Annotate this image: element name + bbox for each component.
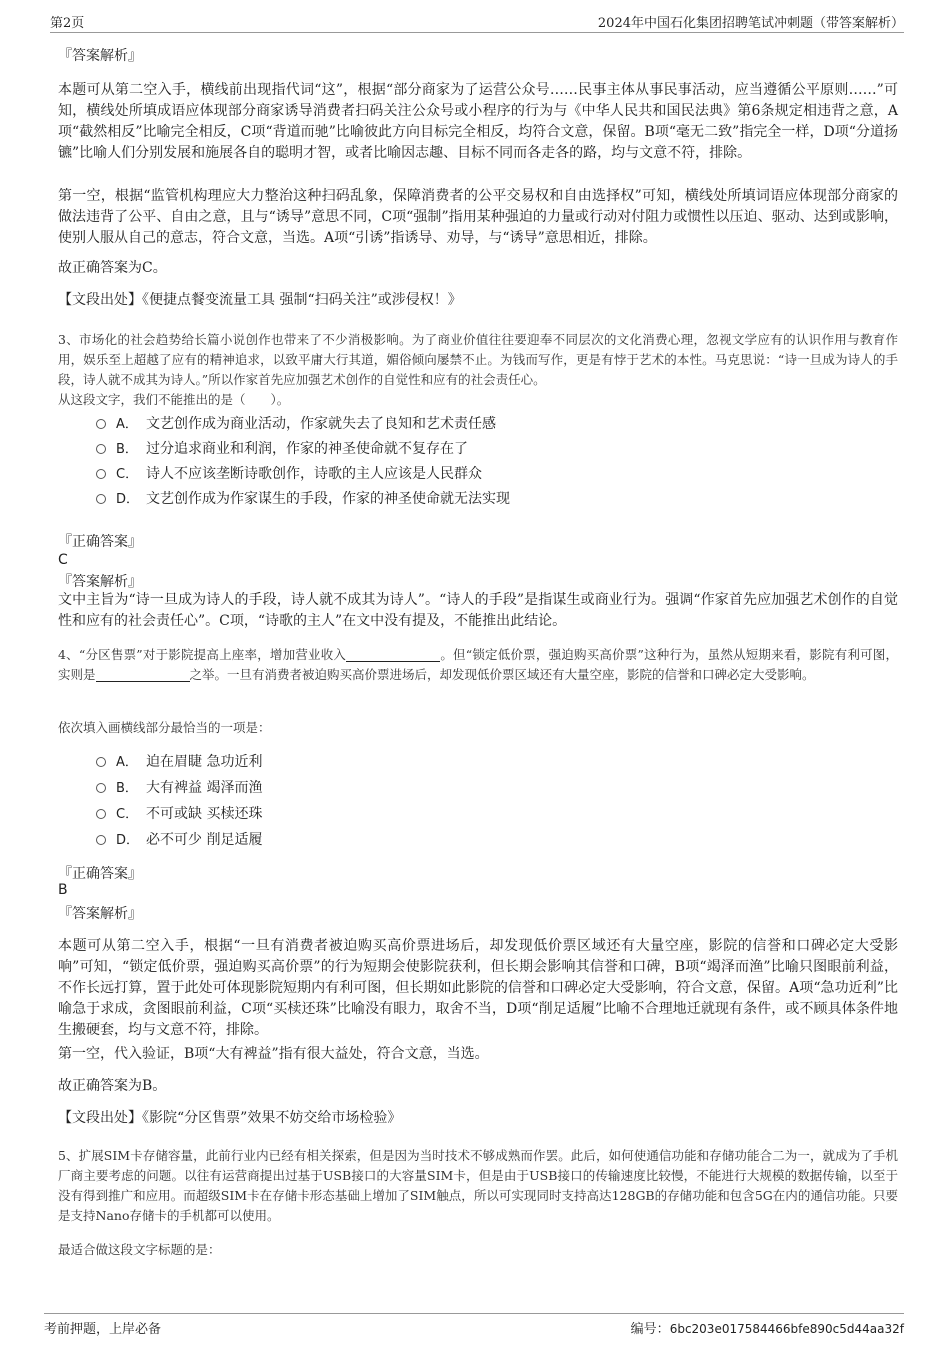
q4-question: 依次填入画横线部分最恰当的一项是： — [58, 720, 271, 735]
q5-question: 最适合做这段文字标题的是： — [58, 1242, 221, 1257]
radio-icon[interactable] — [96, 469, 106, 479]
q4-option-a[interactable]: A． 迫在眉睫 急功近利 — [96, 752, 262, 773]
q2-source: 【文段出处】《便捷点餐变流量工具 强制“扫码关注”或涉侵权！》 — [58, 292, 462, 308]
q4-option-c[interactable]: C． 不可或缺 买椟还珠 — [96, 804, 262, 825]
radio-icon[interactable] — [96, 783, 106, 793]
q3-analysis: 文中主旨为“诗一旦成为诗人的手段，诗人就不成其为诗人”。“诗人的手段”是指谋生或商业行为。强调“作家首先应加强艺术创作的自觉性和应有的社会责任心”。C项，“诗歌的主人”在文中没有提及，不能推出此结论。 — [58, 592, 898, 629]
fill-blank-2 — [96, 669, 190, 682]
q4-option-d[interactable]: D． 必不可少 削足适履 — [96, 830, 262, 851]
q4-analysis-label: 『答案解析』 — [58, 906, 142, 922]
q4-analysis-paragraph-1: 本题可从第二空入手，根据“一旦有消费者被迫购买高价票进场后，却发现低价票区域还有大量空座，影院的信誉和口碑必定大受影响”可知，“锁定低价票，强迫购买高价票”的行为短期会使影院获利，但长期会影响其信誉和口碑，B项“竭泽而渔”比喻只图眼前利益，不作长远打算，置于此处可体现影院短期内有利可图，但长期如此影院的信誉和口碑必定大受影响，符合文意，保留。A项“急功近利”比喻急于求成，贪图眼前利益，C项“买椟还珠”比喻没有眼力，取舍不当，D项“削足适履”比喻不合理地迁就现有条件，或不顾具体条件地生搬硬套，均与文意不符，排除。 — [58, 938, 898, 1038]
page-number: 第2页 — [50, 16, 85, 31]
radio-icon[interactable] — [96, 494, 106, 504]
q3-answer: C — [58, 552, 68, 568]
q3-option-a[interactable]: A． 文艺创作成为商业活动，作家就失去了良知和艺术责任感 — [96, 414, 496, 435]
q3-analysis-label: 『答案解析』 — [58, 574, 142, 590]
q3-option-b[interactable]: B． 过分追求商业和利润，作家的神圣使命就不复存在了 — [96, 439, 468, 460]
page-header — [50, 8, 904, 33]
radio-icon[interactable] — [96, 809, 106, 819]
q4-conclusion: 故正确答案为B。 — [58, 1078, 167, 1094]
document-id: 编号：6bc203e017584466bfe890c5d44aa32f — [630, 1322, 904, 1337]
q4-option-b[interactable]: B． 大有裨益 竭泽而渔 — [96, 778, 262, 799]
document-title: 2024年中国石化集团招聘笔试冲刺题（带答案解析） — [597, 16, 904, 31]
q4-answer: B — [58, 882, 68, 898]
q4-source: 【文段出处】《影院“分区售票”效果不妨交给市场检验》 — [58, 1110, 402, 1126]
q2-analysis-paragraph-2: 第一空，根据“监管机构理应大力整治这种扫码乱象，保障消费者的公平交易权和自由选择权”可知，横线处所填词语应体现部分商家的做法违背了公平、自由之意，且与“诱导”意思不同，C项“强制”指用某种强迫的力量或行动对付阻力或惯性以压迫、驱动、达到或影响，使别人服从自己的意志，符合文意，当选。A项“引诱”指诱导、劝导，与“诱导”意思相近，排除。 — [58, 188, 898, 246]
footer-slogan: 考前押题，上岸必备 — [44, 1322, 162, 1337]
radio-icon[interactable] — [96, 419, 106, 429]
q4-stem: 4、“分区售票”对于影院提高上座率，增加营业收入 。但“锁定低价票，强迫购买高价票”这种行为，虽然从短期来看，影院有利可图，实则是 之举。一旦有消费者被迫购买高价票进场后，却发现低价票区域还有大量空座，影院的信誉和口碑必定大受影响。 — [58, 647, 898, 682]
fill-blank-1 — [346, 649, 440, 662]
q2-conclusion: 故正确答案为C。 — [58, 260, 167, 276]
q4-analysis-paragraph-2: 第一空，代入验证，B项“大有裨益”指有很大益处，符合文意，当选。 — [58, 1046, 489, 1062]
q2-analysis-paragraph-1: 本题可从第二空入手，横线前出现指代词“这”，根据“部分商家为了运营公众号……民事主体从事民事活动，应当遵循公平原则……”可知，横线处所填成语应体现部分商家诱导消费者扫码关注公众号或小程序的行为与《中华人民共和国民法典》第6条规定相违背之意，A项“截然相反”比喻完全相反，C项“背道而驰”比喻彼此方向目标完全相反，均符合文意，保留。B项“毫无二致”指完全一样，D项“分道扬镳”比喻人们分别发展和施展各自的聪明才智，或者比喻因志趣、目标不同而各走各的路，均与文意不符，排除。 — [58, 82, 898, 161]
q4-answer-label: 『正确答案』 — [58, 866, 142, 882]
q3-stem: 3、市场化的社会趋势给长篇小说创作也带来了不少消极影响。为了商业价值往往要迎奉不同层次的文化消费心理，忽视文学应有的认识作用与教育作用，娱乐至上超越了应有的精神追求，以致平庸大行其道，媚俗倾向屡禁不止。为钱而写作，更是有悖于艺术的本性。马克思说：“诗一旦成为诗人的手段，诗人就不成其为诗人。”所以作家首先应加强艺术创作的自觉性和应有的社会责任心。 — [58, 332, 898, 387]
q3-answer-label: 『正确答案』 — [58, 534, 142, 550]
q3-option-c[interactable]: C． 诗人不应该垄断诗歌创作，诗歌的主人应该是人民群众 — [96, 464, 482, 485]
q3-option-d[interactable]: D． 文艺创作成为作家谋生的手段，作家的神圣使命就无法实现 — [96, 489, 510, 510]
radio-icon[interactable] — [96, 444, 106, 454]
q3-question: 从这段文字，我们不能推出的是（ ）。 — [58, 392, 290, 407]
radio-icon[interactable] — [96, 835, 106, 845]
page-footer — [44, 1313, 904, 1338]
q2-analysis-label: 『答案解析』 — [58, 48, 142, 64]
radio-icon[interactable] — [96, 757, 106, 767]
q5-stem: 5、扩展SIM卡存储容量，此前行业内已经有相关探索，但是因为当时技术不够成熟而作罢。此后，如何使通信功能和存储功能合二为一，就成为了手机厂商主要考虑的问题。以往有运营商提出过基于USB接口的大容量SIM卡，但是由于USB接口的传输速度比较慢，不能进行大规模的数据传输，以至于没有得到推广和应用。而超级SIM卡在存储卡形态基础上增加了SIM触点，所以可实现同时支持高达128GB的存储功能和包含5G在内的通信功能。只要是支持Nano存储卡的手机都可以使用。 — [58, 1148, 898, 1223]
